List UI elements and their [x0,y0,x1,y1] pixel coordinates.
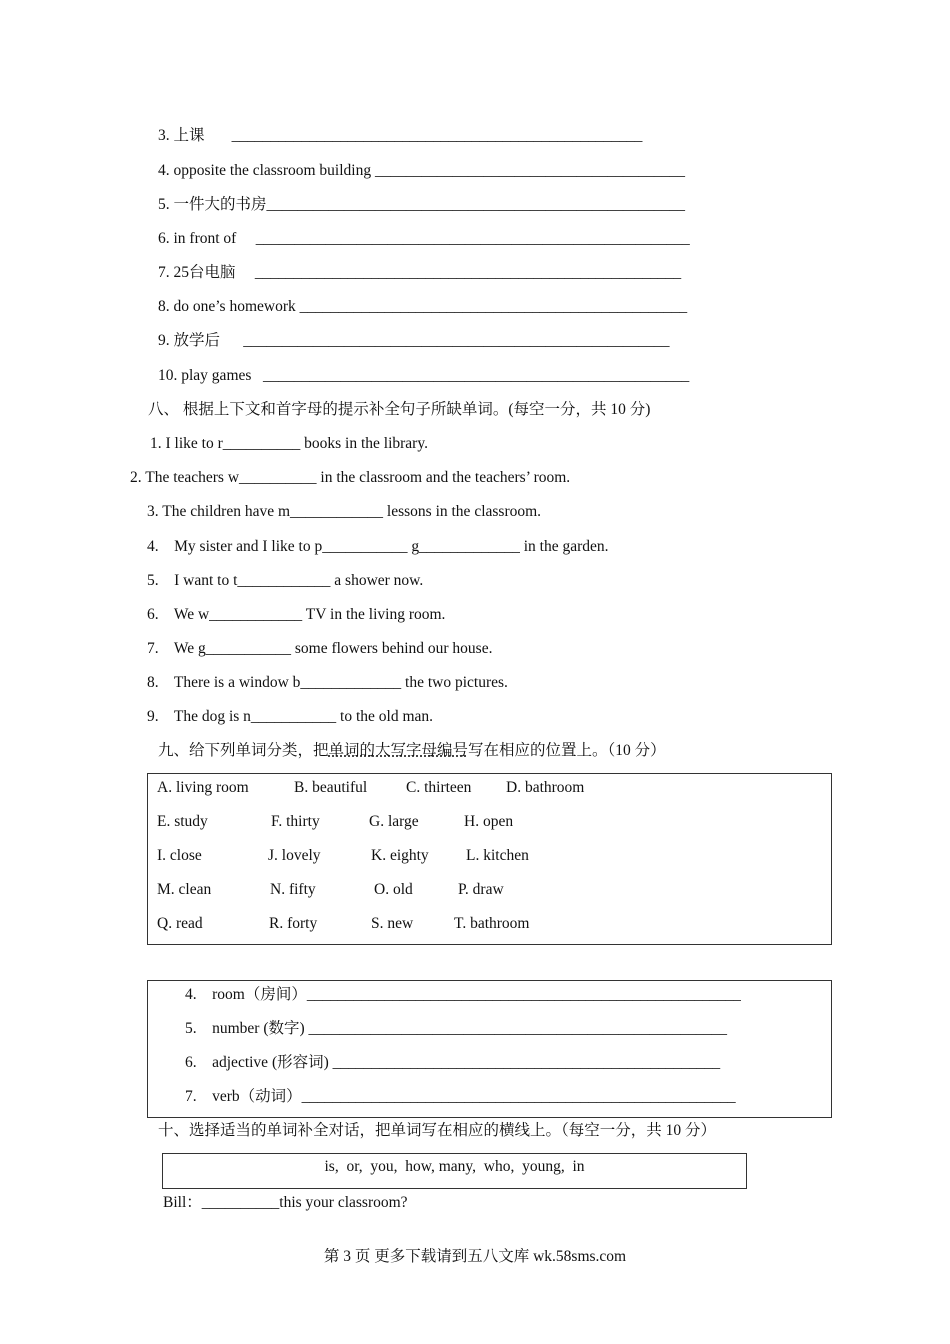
heading-part-emphasis: 单词的大写字母编号 [328,742,469,759]
section-8-heading: 八、 根据上下文和首字母的提示补全句子所缺单词。(每空一分，共 10 分) [148,401,651,418]
word-g: G. large [369,813,419,830]
fill-in-item-4: 4. My sister and I like to p___________ g_____________ in the garden. [147,538,609,555]
fill-in-item-2: 2. The teachers w__________ in the classroom and the teachers’ room. [130,469,571,486]
translation-item-7: 7. 25台电脑 _______________________________________________________ [158,264,682,281]
word-j: J. lovely [268,847,321,864]
section-9-heading [158,741,666,761]
heading-part-1: 九、给下列单词分类，把 [158,742,329,759]
translation-item-10: 10. play games _______________________________________________________ [158,367,690,384]
word-h: H. open [464,813,514,830]
fill-in-item-8: 8. There is a window b_____________ the two pictures. [147,674,508,691]
word-q: Q. read [157,915,203,932]
word-d: D. bathroom [506,779,585,796]
translation-item-4: 4. opposite the classroom building ________________________________________ [158,162,685,179]
fill-in-item-9: 9. The dog is n___________ to the old man. [147,708,434,725]
word-f: F. thirty [271,813,320,830]
word-p: P. draw [458,881,504,898]
word-r: R. forty [269,915,318,932]
word-b: B. beautiful [294,779,368,796]
translation-item-8: 8. do one’s homework __________________________________________________ [158,298,688,315]
dialogue-word-bank [162,1153,747,1189]
translation-item-9: 9. 放学后 _______________________________________________________ [158,332,670,349]
category-number: 5. number (数字) ______________________________________________________ [185,1020,728,1037]
word-i: I. close [157,847,202,864]
translation-item-3: 3. 上课 _____________________________________________________ [158,127,643,144]
translation-item-5: 5. 一件大的书房______________________________________________________ [158,196,686,213]
category-box [147,980,832,1118]
section-10-heading: 十、选择适当的单词补全对话，把单词写在相应的横线上。（每空一分，共 10 分） [158,1122,717,1139]
page-footer: 第 3 页 更多下载请到五八文库 wk.58sms.com [323,1248,627,1265]
fill-in-item-6: 6. We w____________ TV in the living room. [147,606,446,623]
word-a: A. living room [157,779,249,796]
category-verb: 7. verb（动词）________________________________________________________ [185,1088,736,1105]
heading-part-2: 写在相应的位置上。（10 分） [468,742,666,759]
fill-in-item-1: 1. I like to r__________ books in the library. [150,435,428,452]
word-bank-box [147,773,832,945]
word-k: K. eighty [371,847,429,864]
category-room: 4. room（房间）________________________________________________________ [185,986,741,1003]
word-c: C. thirteen [406,779,472,796]
word-s: S. new [371,915,414,932]
word-l: L. kitchen [466,847,529,864]
word-o: O. old [374,881,413,898]
fill-in-item-7: 7. We g___________ some flowers behind our house. [147,640,493,657]
word-e: E. study [157,813,208,830]
fill-in-item-5: 5. I want to t____________ a shower now. [147,572,424,589]
dialogue-line-1: Bill：__________this your classroom? [163,1194,408,1211]
word-m: M. clean [157,881,212,898]
word-n: N. fifty [270,881,316,898]
translation-item-6: 6. in front of ________________________________________________________ [158,230,690,247]
dialogue-word-list: is, or, you, how, many, who, young, in [324,1158,585,1175]
fill-in-item-3: 3. The children have m____________ lessons in the classroom. [147,503,542,520]
word-t: T. bathroom [454,915,530,932]
category-adjective: 6. adjective (形容词) __________________________________________________ [185,1054,721,1071]
